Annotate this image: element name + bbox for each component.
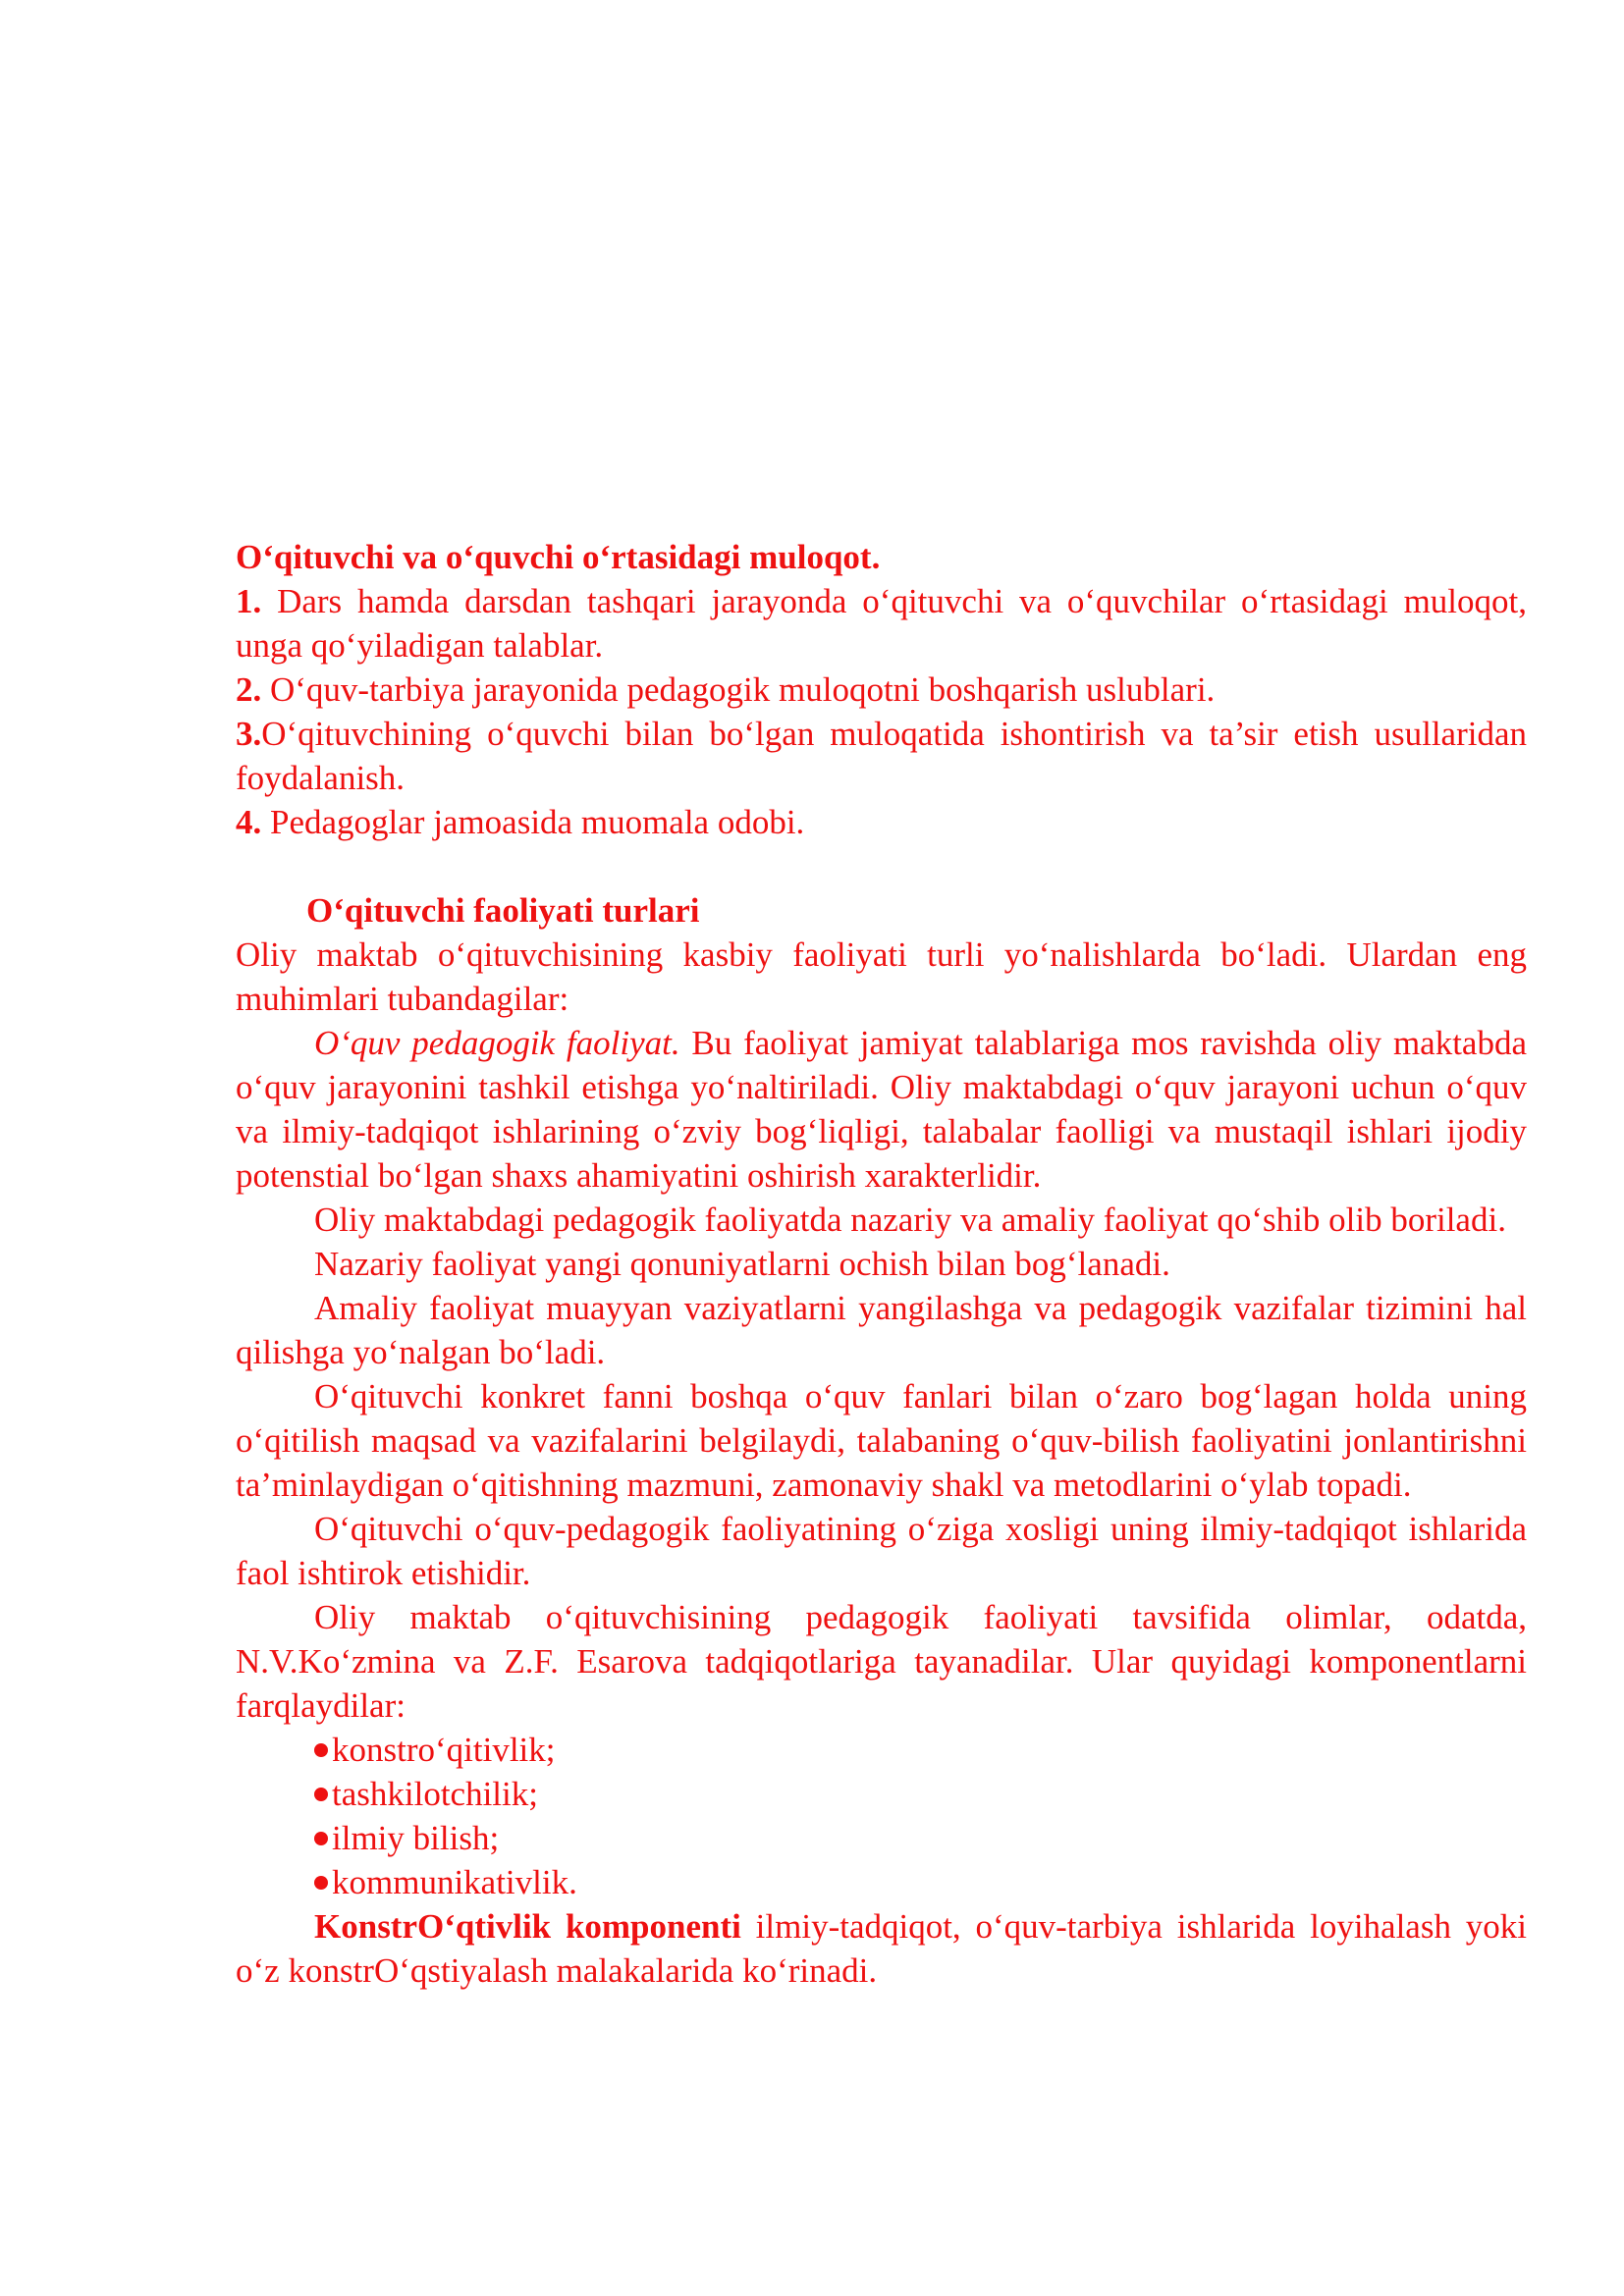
question-4 <box>236 800 1527 844</box>
bullet-icon <box>314 1743 328 1757</box>
list-item <box>236 1860 1527 1904</box>
list-item-text: tashkilotchilik; <box>332 1775 538 1813</box>
paragraph-1-italic: O‘quv pedagogik faoliyat. <box>314 1024 680 1062</box>
question-3 <box>236 712 1527 800</box>
paragraph-2: Oliy maktabdagi pedagogik faoliyatda nazariy va amaliy faoliyat qo‘shib olib boriladi. <box>314 1201 1506 1239</box>
paragraph-1 <box>236 1021 1527 1198</box>
list-item <box>236 1728 1527 1772</box>
list-item-text: ilmiy bilish; <box>332 1819 500 1857</box>
document-title: O‘qituvchi va o‘quvchi o‘rtasidagi muloqot. <box>236 538 881 576</box>
paragraph-8-bold: KonstrO‘qtivlik komponenti <box>314 1907 741 1946</box>
section-heading: O‘qituvchi faoliyati turlari <box>306 891 700 930</box>
question-text: Dars hamda darsdan tashqari jarayonda o‘qituvchi va o‘quvchilar o‘rtasidagi muloqot, unga qo‘yiladigan talablar. <box>236 582 1527 665</box>
question-2 <box>236 667 1527 712</box>
bullet-icon <box>314 1832 328 1845</box>
list-item <box>236 1772 1527 1816</box>
question-number: 3. <box>236 715 262 753</box>
bullet-icon <box>314 1876 328 1890</box>
question-number: 1. <box>236 582 262 620</box>
list-item-text: kommunikativlik. <box>332 1863 577 1901</box>
paragraph-6: O‘qituvchi o‘quv-pedagogik faoliyatining o‘ziga xosligi uning ilmiy-tadqiqot ishlarida faol ishtirok etishidir. <box>236 1510 1527 1592</box>
intro-paragraph: Oliy maktab o‘qituvchisining kasbiy faoliyati turli yo‘nalishlarda bo‘ladi. Ulardan eng muhimlari tubandagilar: <box>236 935 1527 1018</box>
paragraph-5: O‘qituvchi konkret fanni boshqa o‘quv fanlari bilan o‘zaro bog‘lagan holda uning o‘qitilish maqsad va vazifalarini belgilaydi, talabaning o‘quv-bilish faoliyatini jonlantirishni ta’minlaydigan o‘qitishning mazmuni, zamonaviy shakl va metodlarini o‘ylab topadi. <box>236 1377 1527 1504</box>
list-item <box>236 1816 1527 1860</box>
question-text: O‘quv-tarbiya jarayonida pedagogik muloqotni boshqarish uslublari. <box>261 670 1216 709</box>
bullet-icon <box>314 1788 328 1801</box>
paragraph-8-text: ilmiy-tadqiqot, o‘quv-tarbiya ishlarida loyihalash yoki o‘z konstrO‘qstiyalash malakalarida ko‘rinadi. <box>236 1907 1527 1990</box>
paragraph-7: Oliy maktab o‘qituvchisining pedagogik faoliyati tavsifida olimlar, odatda, N.V.Ko‘zmina va Z.F. Esarova tadqiqotlariga tayanadilar. Ular quyidagi komponentlarni farqlaydilar: <box>236 1598 1527 1725</box>
question-number: 2. <box>236 670 262 709</box>
question-text: Pedagoglar jamoasida muomala odobi. <box>261 803 805 841</box>
paragraph-3: Nazariy faoliyat yangi qonuniyatlarni ochish bilan bog‘lanadi. <box>314 1245 1170 1283</box>
question-text: O‘qituvchining o‘quvchi bilan bo‘lgan muloqatida ishontirish va ta’sir etish usullaridan foydalanish. <box>236 715 1527 797</box>
list-item-text: konstro‘qitivlik; <box>332 1731 556 1769</box>
paragraph-8 <box>236 1904 1527 1993</box>
paragraph-4: Amaliy faoliyat muayyan vaziyatlarni yangilashga va pedagogik vazifalar tizimini hal qilishga yo‘nalgan bo‘ladi. <box>236 1289 1527 1371</box>
question-number: 4. <box>236 803 262 841</box>
question-1 <box>236 579 1527 667</box>
paragraph-1-text: Bu faoliyat jamiyat talablariga mos ravishda oliy maktabda o‘quv jarayonini tashkil etishga yo‘naltiriladi. Oliy maktabdagi o‘quv jarayoni uchun o‘quv va ilmiy-tadqiqot ishlarining o‘zviy bog‘liqligi, talabalar faolligi va mustaqil ishlari ijodiy potenstial bo‘lgan shaxs ahamiyatini oshirish xarakterlidir. <box>236 1024 1527 1195</box>
document-page <box>236 535 1527 1993</box>
